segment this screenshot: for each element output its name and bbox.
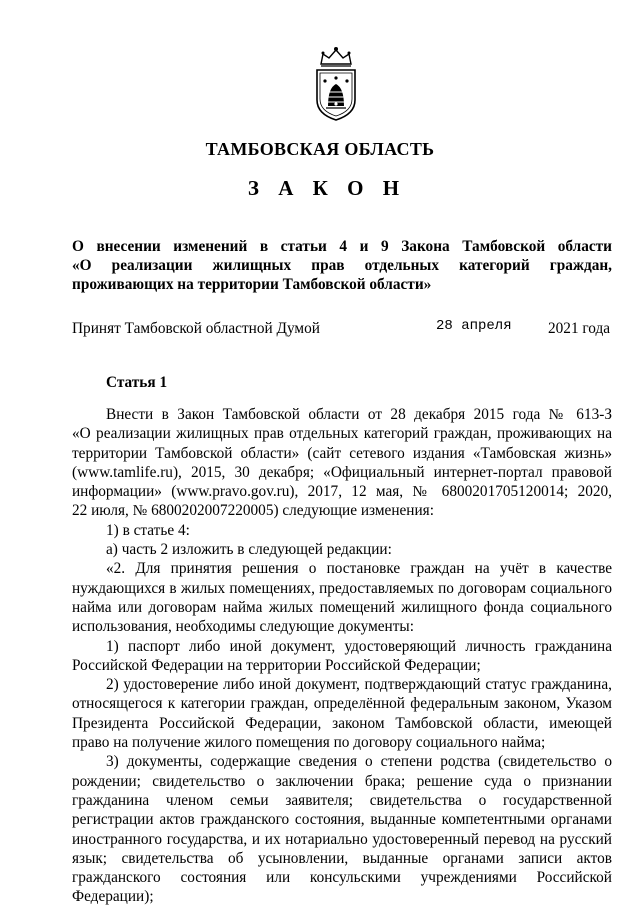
body-line: гражданина членом семьи заявителя; свидетельства о государственной — [72, 791, 612, 809]
body-line: регистрации актов гражданского состояния, выданные компетентными органами — [72, 811, 612, 829]
adoption-text: Принят Тамбовской областной Думой — [72, 320, 320, 337]
body-line: использования, необходимы следующие документы: — [72, 618, 414, 636]
body-line: «2. Для принятия решения о постановке граждан на учёт в качестве — [106, 560, 612, 578]
document-type: З А К О Н — [247, 176, 407, 200]
body-line: территории Тамбовской области» (сайт сетевого издания «Тамбовская жизнь» — [72, 444, 612, 462]
body-line: найма или договорам найма жилых помещений жилищного фонда социального — [72, 598, 612, 616]
body-line: язык; свидетельства об усыновлении, выданные органами записи актов — [72, 849, 612, 867]
law-title-line: О внесении изменений в статьи 4 и 9 Закона Тамбовской области — [72, 238, 612, 255]
body-line: 1) в статье 4: — [106, 521, 190, 539]
coat-of-arms-emblem — [311, 44, 361, 122]
law-title-line: проживающих на территории Тамбовской области» — [72, 276, 432, 293]
law-title — [72, 237, 612, 294]
body-line: а) часть 2 изложить в следующей редакции: — [106, 541, 392, 559]
body-line: право на получение жилого помещения по договору социального найма; — [72, 734, 546, 752]
adoption-date: 28 апреля — [436, 318, 512, 334]
body-line: Федерации); — [72, 888, 154, 906]
body-line: относящегося к категории граждан, определённой федеральным законом, Указом — [72, 695, 612, 713]
body-line: (www.tamlife.ru), 2015, 30 декабря; «Официальный интернет-портал правовой — [72, 463, 612, 481]
article-heading: Статья 1 — [106, 374, 168, 391]
body-line: рождении; свидетельство о заключении брака; решение суда о признании — [72, 772, 612, 790]
body-line: Российской Федерации на территории Российской Федерации; — [72, 656, 481, 674]
body-line: 2) удостоверение либо иной документ, подтверждающий статус гражданина, — [106, 676, 612, 694]
law-title-line: «О реализации жилищных прав отдельных категорий граждан, — [72, 257, 612, 274]
body-line: Внести в Закон Тамбовской области от 28 декабря 2015 года № 613-З — [106, 406, 612, 423]
body-line: иностранного государства, и их нотариально удостоверенный перевод на русский — [72, 830, 612, 848]
body-line: 1) паспорт либо иной документ, удостоверяющий личность гражданина — [106, 637, 612, 655]
body-line: информации» (www.pravo.gov.ru), 2017, 12 мая, № 6800201705120014; 2020, — [72, 483, 612, 501]
body-line: 3) документы, содержащие сведения о степени родства (свидетельство о — [106, 753, 612, 771]
body-line: нуждающихся в жилых помещениях, предоставляемых по договорам социального — [72, 579, 612, 597]
body-line: 22 июля, № 6800202007220005) следующие изменения: — [72, 502, 434, 520]
body-line: Президента Российской Федерации, законом Тамбовской области, имеющей — [72, 714, 612, 732]
region-name: ТАМБОВСКАЯ ОБЛАСТЬ — [205, 139, 435, 159]
body-line: гражданского состояния или консульскими учреждениями Российской — [72, 869, 612, 887]
body-line: «О реализации жилищных прав отдельных категорий граждан, проживающих на — [72, 425, 612, 443]
adoption-year: 2021 года — [548, 320, 611, 337]
article-body — [72, 405, 612, 907]
